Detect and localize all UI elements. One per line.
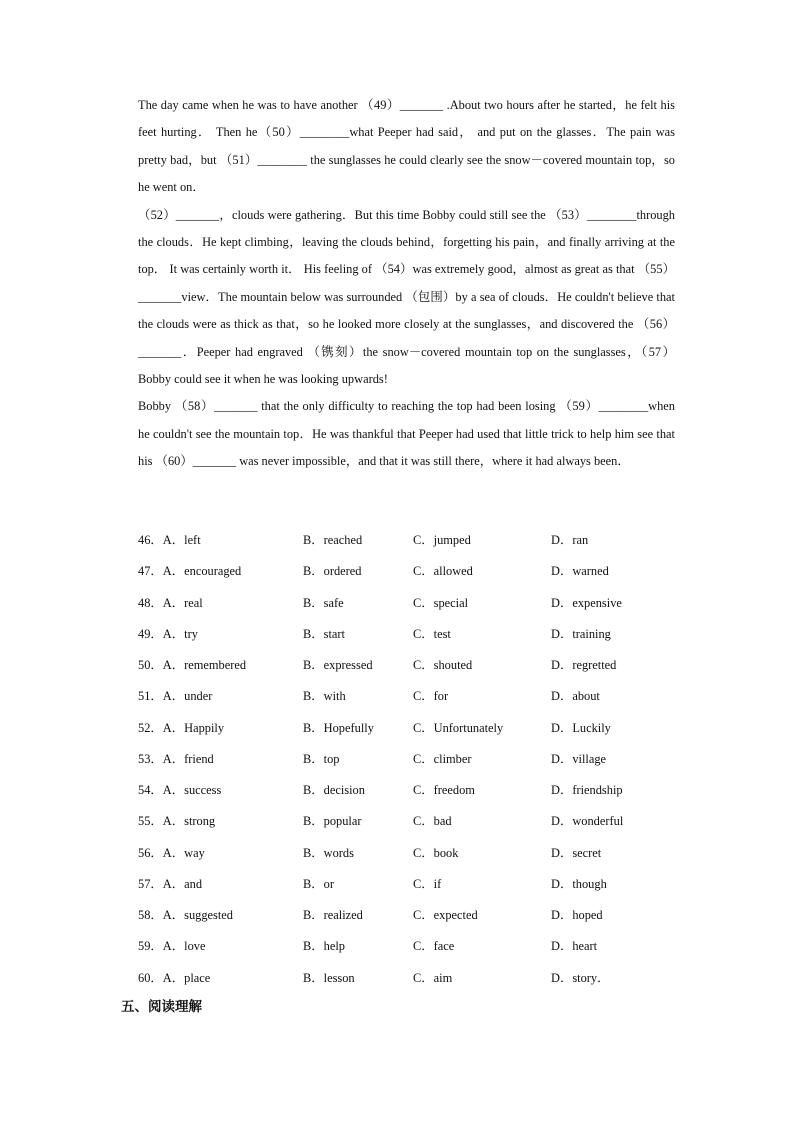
option-b: B．popular (303, 814, 362, 829)
option-c: C．Unfortunately (413, 720, 504, 735)
option-a (138, 621, 198, 647)
option-a-text: A．place (162, 970, 211, 985)
passage-paragraph: （52）_______，clouds were gathering．But this time Bobby could still see the （53）________through the clouds．He kept climbing，leaving the clouds behind，forgetting his pain，and finally arriving at the top． It was certainly worth it． His feeling of （54）was extremely good，almost as great as that （55）_______view．The mountain below was surrounded （包围）by a sea of clouds．He couldn't believe that the clouds were as thick as that，so he looked more closely at the sunglasses，and discovered the （56）_______．Peeper had engraved （镌刻）the snow－covered mountain top on the sunglasses，（57）Bobby could see it when he was looking upwards! (138, 207, 675, 387)
question-number: 51． (138, 689, 163, 704)
option-c: C．for (413, 689, 449, 704)
option-c: C．allowed (413, 564, 473, 579)
option-d: D．expensive (551, 595, 622, 610)
option-a (138, 652, 246, 678)
option-a (138, 808, 215, 834)
option-a (138, 527, 201, 553)
question-row-53 (138, 746, 698, 777)
option-b: B．Hopefully (303, 720, 374, 735)
question-number: 54． (138, 783, 163, 797)
answer-options (138, 527, 698, 996)
question-row-54 (138, 777, 698, 808)
question-row-52 (138, 715, 698, 746)
option-b: B．or (303, 876, 334, 891)
option-b: B．words (303, 845, 354, 860)
option-c: C．expected (413, 908, 478, 922)
question-row-49 (138, 621, 698, 652)
option-b: B．top (303, 751, 340, 766)
option-b: B．decision (303, 783, 365, 797)
option-a (138, 558, 241, 584)
option-a (138, 840, 205, 866)
question-number: 50． (138, 658, 163, 672)
question-row-48 (138, 590, 698, 621)
option-c: C．special (413, 595, 469, 610)
option-c: C．freedom (413, 783, 475, 797)
option-b: B．realized (303, 908, 363, 922)
option-a-text: A．Happily (162, 720, 225, 735)
option-b: B．ordered (303, 564, 362, 579)
option-d: D．wonderful (551, 814, 624, 829)
option-a (138, 683, 212, 709)
option-a-text: A．under (162, 689, 213, 704)
option-a-text: A．strong (162, 814, 216, 829)
option-a (138, 933, 205, 959)
option-a-text: A．try (162, 626, 198, 641)
question-number: 59． (138, 939, 163, 954)
question-row-46 (138, 527, 698, 558)
option-a-text: A．remembered (162, 658, 247, 672)
question-number: 52． (138, 720, 163, 735)
option-d: D．regretted (551, 658, 617, 672)
option-d: D．village (551, 751, 607, 766)
passage-paragraph: The day came when he was to have another （49）_______ .About two hours after he started，he felt his feet hurting． Then he（50）________what Peeper had said， and put on the glasses．The pain was pretty bad，but （51）________ the sunglasses he could clearly see the snow－covered mountain top，so he went on． (138, 98, 675, 195)
option-d: D．ran (551, 533, 589, 547)
option-b: B．with (303, 689, 346, 704)
option-a-text: A．love (162, 939, 206, 954)
question-number: 57． (138, 876, 163, 891)
question-row-47 (138, 558, 698, 589)
option-d: D．secret (551, 845, 602, 860)
question-row-55 (138, 808, 698, 839)
question-row-50 (138, 652, 698, 683)
question-row-51 (138, 683, 698, 714)
option-d: D．story． (551, 970, 610, 985)
option-d: D．warned (551, 564, 609, 579)
question-number: 60． (138, 970, 163, 985)
question-number: 46． (138, 533, 163, 547)
option-d: D．hoped (551, 908, 603, 922)
option-a-text: A．suggested (162, 908, 233, 922)
passage-paragraph: Bobby （58）_______ that the only difficulty to reaching the top had been losing （59）________when he couldn't see the mountain top．He was thankful that Peeper had used that little trick to help him see that his （60）_______ was never impossible，and that it was still there，where it had always been． (138, 399, 675, 469)
option-a-text: A．success (162, 783, 222, 797)
question-row-58 (138, 902, 698, 933)
question-number: 55． (138, 814, 163, 829)
question-number: 48． (138, 595, 163, 610)
reading-passage (138, 92, 675, 476)
option-c: C．if (413, 876, 442, 891)
question-number: 47． (138, 564, 163, 579)
question-number: 56． (138, 845, 163, 860)
option-a (138, 777, 221, 803)
option-c: C．jumped (413, 533, 471, 547)
question-row-56 (138, 840, 698, 871)
question-number: 49． (138, 626, 163, 641)
option-c: C．bad (413, 814, 452, 829)
option-a (138, 871, 202, 897)
option-a-text: A．encouraged (162, 564, 242, 579)
option-a-text: A．real (162, 595, 203, 610)
option-d: D．about (551, 689, 600, 704)
option-a-text: A．friend (162, 751, 214, 766)
question-row-60 (138, 965, 698, 996)
option-b: B．expressed (303, 658, 373, 672)
option-b: B．reached (303, 533, 363, 547)
option-b: B．help (303, 939, 345, 954)
option-c: C．face (413, 939, 455, 954)
option-a (138, 715, 224, 741)
section-heading: 五、阅读理解 (121, 999, 202, 1015)
option-a (138, 590, 203, 616)
option-a (138, 965, 210, 991)
option-d: D．friendship (551, 783, 623, 797)
question-row-59 (138, 933, 698, 964)
option-d: D．though (551, 876, 607, 891)
option-c: C．test (413, 626, 451, 641)
option-c: C．book (413, 845, 459, 860)
option-a (138, 902, 233, 928)
option-a (138, 746, 214, 772)
question-row-57 (138, 871, 698, 902)
question-number: 53． (138, 751, 163, 766)
option-c: C．aim (413, 970, 453, 985)
option-c: C．climber (413, 751, 472, 766)
option-a-text: A．way (162, 845, 205, 860)
option-d: D．Luckily (551, 720, 611, 735)
option-c: C．shouted (413, 658, 473, 672)
option-d: D．training (551, 626, 611, 641)
option-a-text: A．and (162, 876, 203, 891)
option-a-text: A．left (162, 533, 201, 547)
option-b: B．lesson (303, 970, 355, 985)
option-d: D．heart (551, 939, 598, 954)
option-b: B．safe (303, 595, 344, 610)
question-number: 58． (138, 908, 163, 922)
option-b: B．start (303, 626, 345, 641)
